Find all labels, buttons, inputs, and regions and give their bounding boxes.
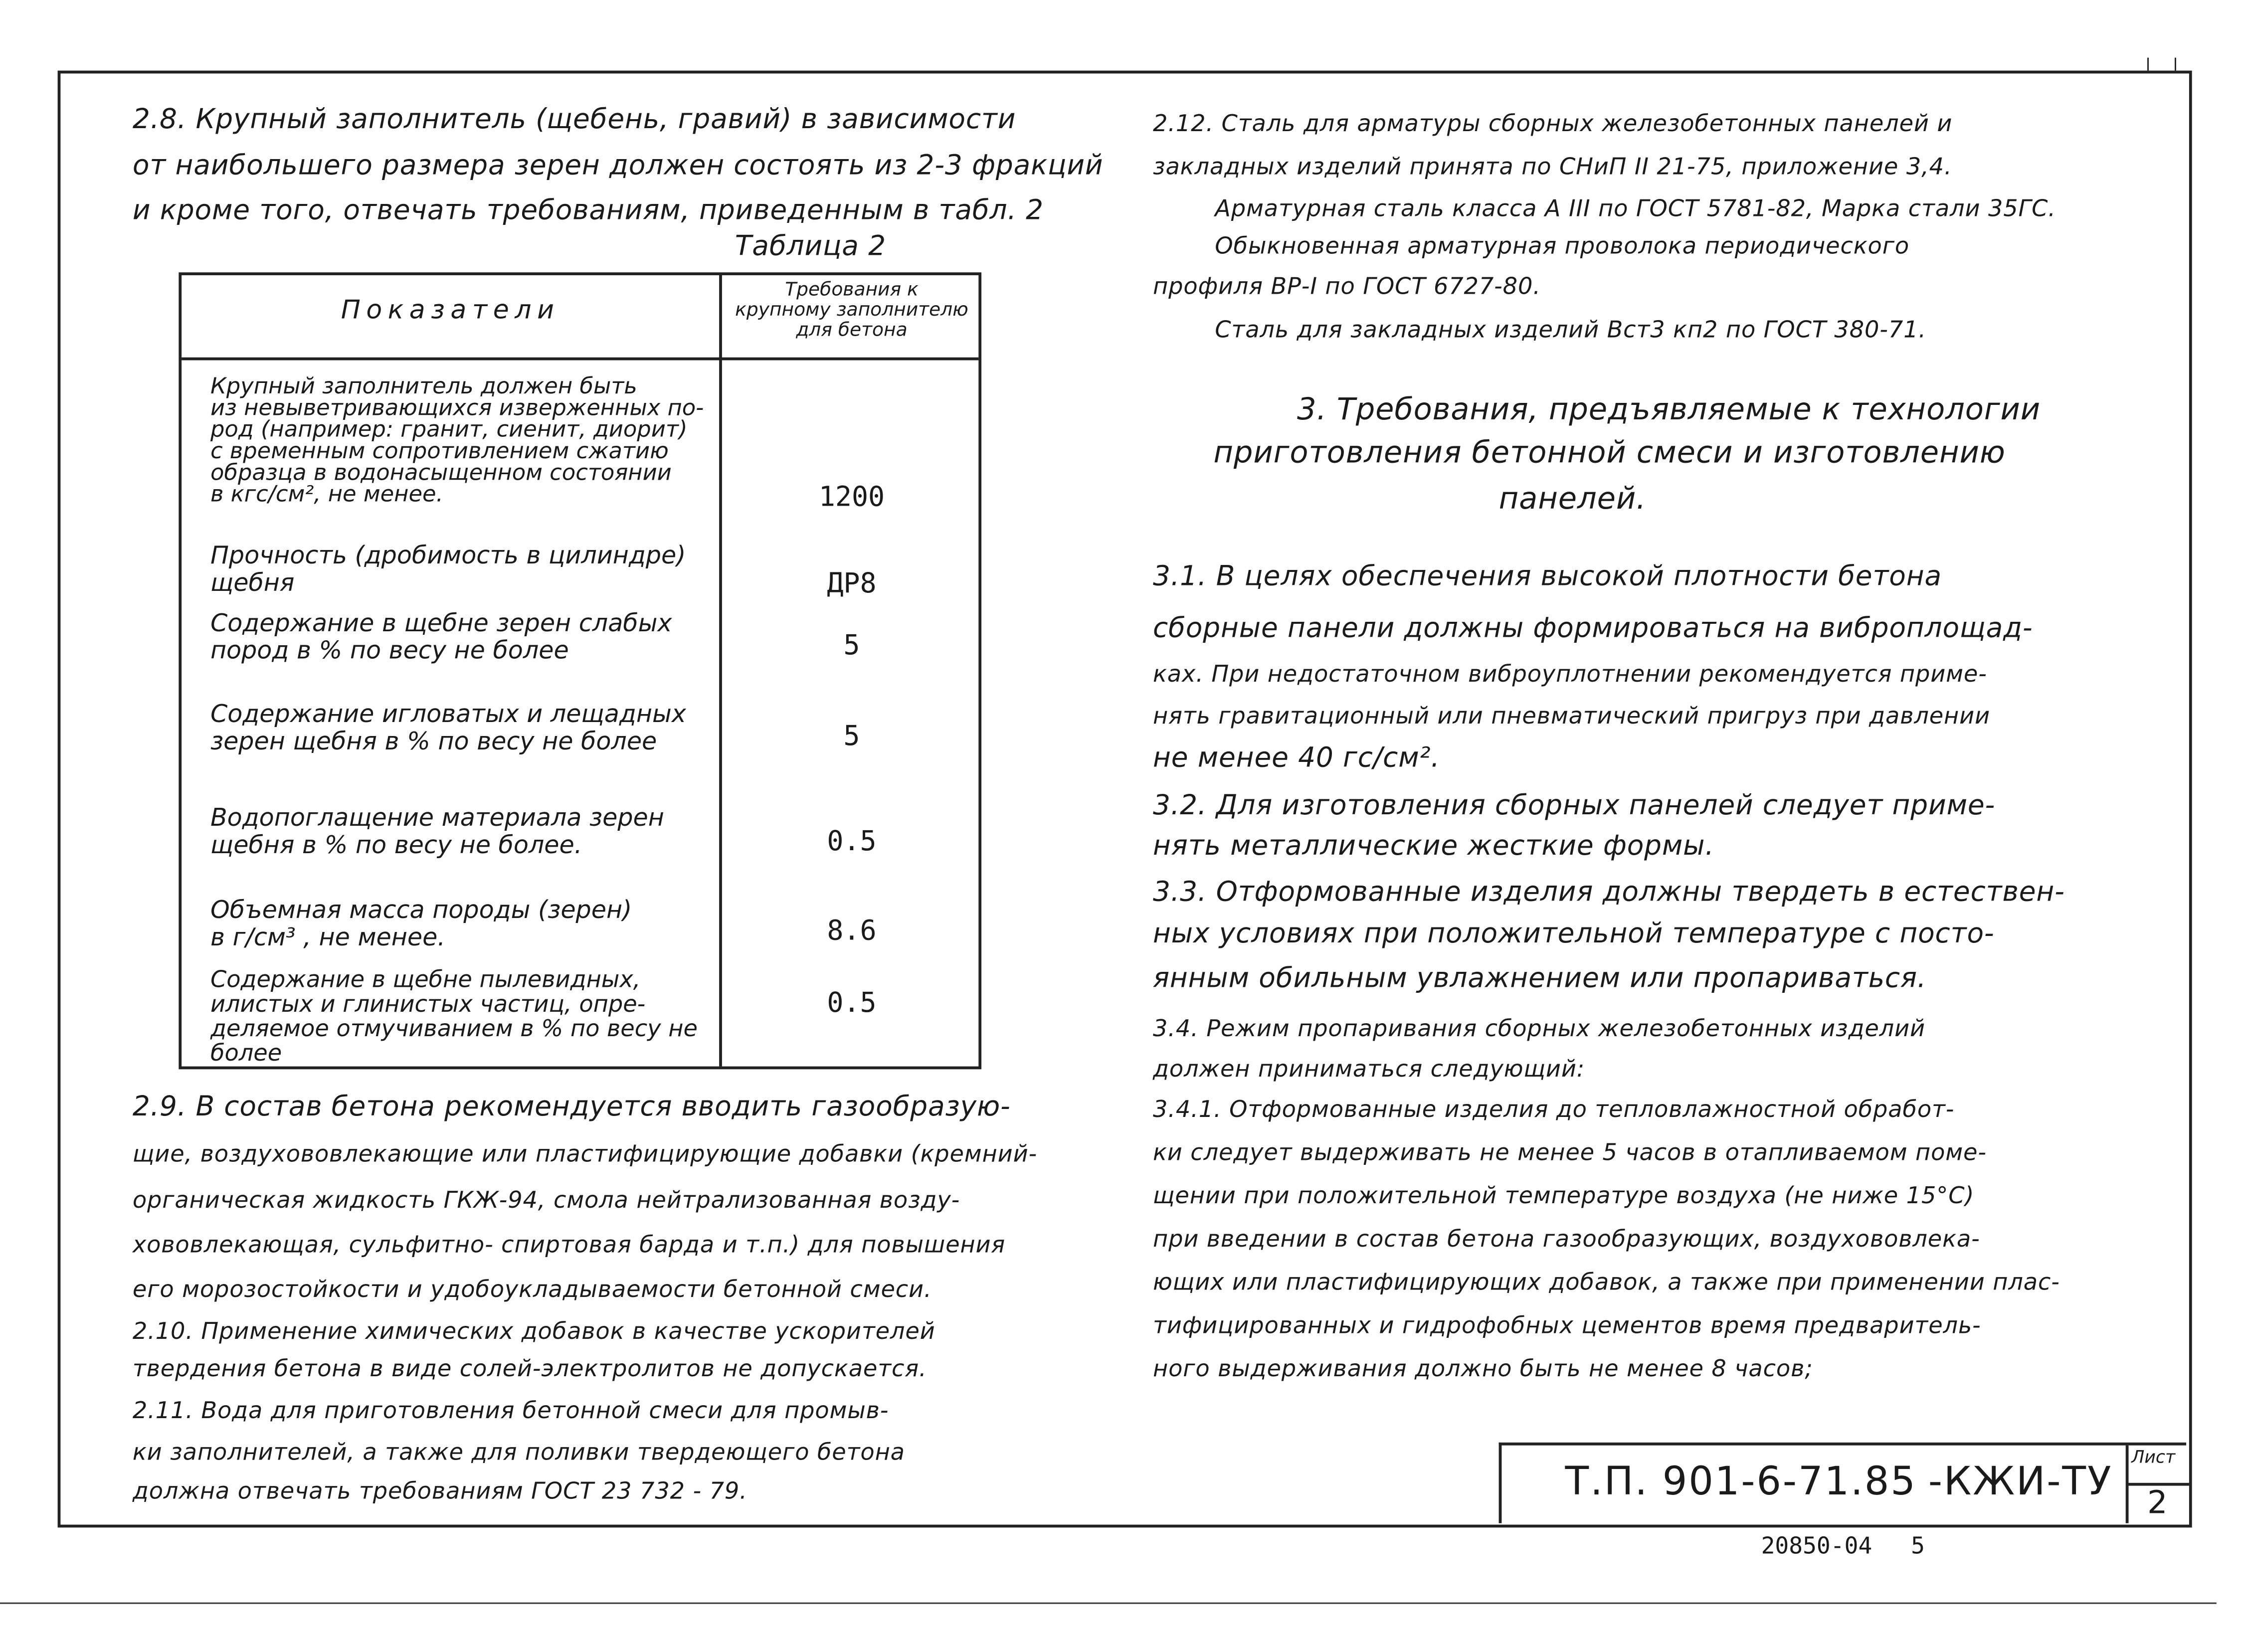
table-row-value: 1200 — [818, 481, 885, 513]
title-block-stamp — [1499, 1443, 2187, 1523]
text-line: ках. При недостаточном виброуплотнении рекомендуется приме- — [1153, 660, 1987, 688]
frame-tick — [2175, 58, 2176, 71]
text-line: ки следует выдерживать не менее 5 часов в отапливаемом поме- — [1153, 1138, 1987, 1166]
text-line: 3.2. Для изготовления сборных панелей следует приме- — [1153, 789, 1996, 822]
cell-line: более — [210, 1039, 282, 1067]
cell-line: щебня в % по весу не более. — [210, 831, 582, 861]
cell-line: Содержание в щебне пылевидных, — [210, 965, 641, 993]
table-row-label — [210, 806, 664, 861]
text-line: янным обильным увлажнением или пропариваться. — [1153, 962, 1927, 995]
text-line: при введении в состав бетона газообразующих, воздухововлека- — [1153, 1225, 1980, 1253]
bottom-rule — [0, 1603, 2217, 1604]
sheet-number: 2 — [2147, 1485, 2168, 1522]
text-line: 2.12. Сталь для арматуры сборных железобетонных панелей и — [1153, 109, 1953, 137]
table-header-requirements — [722, 281, 981, 342]
text-line: ного выдерживания должно быть не менее 8 часов; — [1153, 1354, 1813, 1382]
text-line: 3.4.1. Отформованные изделия до тепловлажностной обработ- — [1153, 1095, 1955, 1123]
cell-line: Содержание в щебне зерен слабых — [210, 609, 672, 639]
header-line: для бетона — [796, 320, 908, 342]
text-line: нять гравитационный или пневматический пригруз при давлении — [1153, 702, 1990, 730]
text-line: должен приниматься следующий: — [1153, 1055, 1585, 1083]
cell-line: Крупный заполнитель должен быть — [210, 373, 637, 399]
requirements-table — [179, 272, 981, 1069]
text-line: Сталь для закладных изделий Вст3 кп2 по ГОСТ 380-71. — [1215, 315, 1926, 343]
header-line: Требования к — [785, 279, 919, 302]
section-title-line: панелей. — [1498, 481, 1647, 516]
cell-line: зерен щебня в % по весу не более — [210, 728, 657, 757]
cell-line: пород в % по весу не более — [210, 637, 569, 666]
table-row-value: ДР8 — [827, 567, 877, 600]
section-title-line: 3. Требования, предъявляемые к технологии — [1297, 392, 2041, 427]
text-line: органическая жидкость ГКЖ-94, смола нейтрализованная возду- — [132, 1186, 960, 1214]
table-row-value: 5 — [843, 629, 860, 662]
text-line: щие, воздухововлекающие или пластифицирующие добавки (кремний- — [132, 1139, 1038, 1167]
table-row-label — [210, 898, 632, 952]
table-title: Таблица 2 — [735, 230, 886, 262]
table-row-label — [210, 373, 704, 508]
cell-line: род (например: гранит, сиенит, диорит) — [210, 416, 688, 443]
text-line: не менее 40 гс/см². — [1153, 742, 1440, 774]
text-line: профиля ВР-I по ГОСТ 6727-80. — [1153, 272, 1541, 300]
project-code: Т.П. 901-6-71.85 — [1565, 1460, 1917, 1505]
header-line: крупному заполнителю — [735, 300, 968, 322]
text-line: ных условиях при положительной температуре с посто- — [1153, 918, 1995, 950]
text-line: 3.4. Режим пропаривания сборных железобетонных изделий — [1153, 1014, 1925, 1042]
document-suffix: -КЖИ-ТУ — [1928, 1460, 2113, 1505]
cell-line: из невыветривающихся изверженных по- — [210, 394, 704, 421]
text-line: сборные панели должны формироваться на виброплощад- — [1153, 612, 2033, 644]
text-line: 3.1. В целях обеспечения высокой плотности бетона — [1153, 560, 1942, 592]
table-row-value: 5 — [843, 721, 860, 752]
cell-line: Прочность (дробимость в цилиндре) — [210, 542, 686, 571]
table-row-value: 8.6 — [827, 915, 877, 947]
cell-line: Содержание игловатых и лещадных — [210, 700, 686, 730]
text-line: от наибольшего размера зерен должен состоять из 2-3 фракций — [132, 150, 1104, 182]
text-line: щении при положительной температуре воздуха (не ниже 15°С) — [1153, 1181, 1975, 1209]
cell-line: щебня — [210, 569, 295, 598]
text-line: и кроме того, отвечать требованиям, приведенным в табл. 2 — [132, 194, 1044, 226]
table-row-label — [210, 611, 672, 666]
text-line: его морозостойкости и удобоукладываемости бетонной смеси. — [132, 1275, 932, 1303]
text-line: 2.8. Крупный заполнитель (щебень, гравий) в зависимости — [132, 104, 1016, 136]
sheet-label: Лист — [2131, 1447, 2176, 1468]
sheet-box — [2126, 1446, 2189, 1523]
table-divider — [719, 275, 722, 1067]
text-line: Обыкновенная арматурная проволока периодического — [1215, 232, 1910, 260]
text-line: ки заполнителей, а также для поливки твердеющего бетона — [132, 1438, 905, 1466]
page-number: 5 — [1911, 1532, 1925, 1559]
table-row-value: 0.5 — [827, 987, 877, 1019]
text-line: нять металлические жесткие формы. — [1153, 830, 1714, 862]
text-line: ющих или пластифицирующих добавок, а также при применении плас- — [1153, 1268, 2060, 1296]
cell-line: с временным сопротивлением сжатию — [210, 438, 669, 464]
text-line: Арматурная сталь класса А III по ГОСТ 5781-82, Марка стали 35ГС. — [1215, 194, 2056, 222]
text-line: твердения бетона в виде солей-электролитов не допускается. — [132, 1354, 927, 1382]
frame-tick — [2147, 58, 2149, 71]
archive-number: 20850-04 — [1761, 1532, 1872, 1559]
cell-line: деляемое отмучиванием в % по весу не — [210, 1014, 698, 1042]
text-line: тифицированных и гидрофобных цементов время предваритель- — [1153, 1311, 1981, 1339]
text-line: 3.3. Отформованные изделия должны твердеть в естествен- — [1153, 876, 2065, 908]
text-line: 2.9. В состав бетона рекомендуется вводить газообразую- — [132, 1091, 1011, 1123]
table-row-label — [210, 967, 698, 1065]
cell-line: в кгс/см², не менее. — [210, 481, 443, 508]
cell-line: в г/см³ , не менее. — [210, 923, 445, 953]
cell-line: Объемная масса породы (зерен) — [210, 896, 632, 925]
text-line: 2.11. Вода для приготовления бетонной смеси для промыв- — [132, 1396, 889, 1424]
table-row-label — [210, 544, 686, 598]
cell-line: Водопоглащение материала зерен — [210, 804, 664, 833]
table-row-value: 0.5 — [827, 825, 877, 858]
table-divider — [182, 358, 978, 361]
cell-line: илистых и глинистых частиц, опре- — [210, 990, 646, 1018]
text-line: должна отвечать требованиям ГОСТ 23 732 - 79. — [132, 1477, 747, 1505]
table-row-label — [210, 702, 686, 756]
text-line: 2.10. Применение химических добавок в качестве ускорителей — [132, 1317, 935, 1345]
text-line: хововлекающая, сульфитно- спиртовая барда и т.п.) для повышения — [132, 1231, 1006, 1258]
table-header-indicators: Показатели — [341, 295, 560, 326]
cell-line: образца в водонасыщенном состоянии — [210, 459, 672, 486]
text-line: закладных изделий принята по СНиП II 21-75, приложение 3,4. — [1153, 153, 1952, 181]
section-title-line: приготовления бетонной смеси и изготовлению — [1213, 435, 2006, 470]
